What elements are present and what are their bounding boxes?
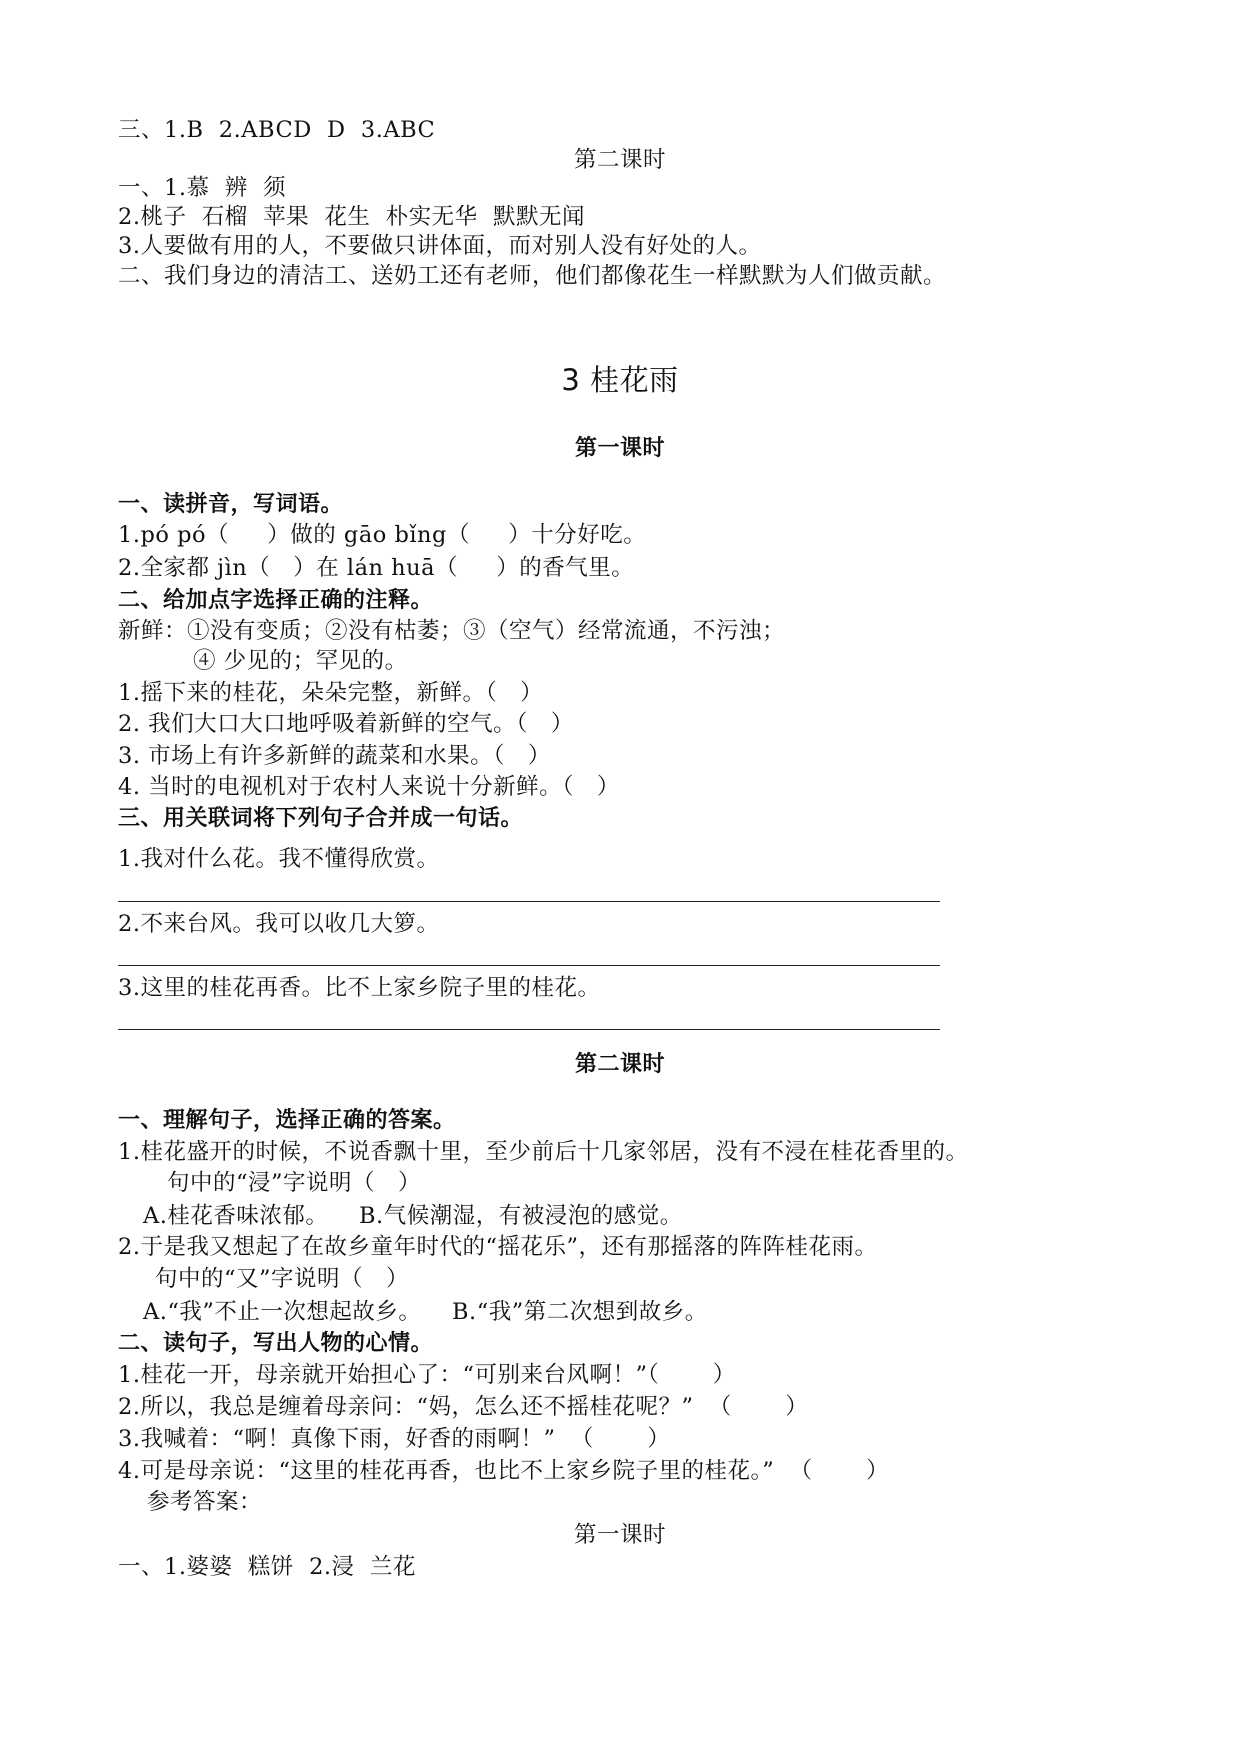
question-item: 1.pó pó（ ）做的 gāo bǐng（ ）十分好吃。 bbox=[118, 522, 647, 548]
answer-line: 一、1.婆婆 糕饼 2.浸 兰花 bbox=[118, 1554, 416, 1580]
answer-options: A.桂花香味浓郁。 B.气候潮湿，有被浸泡的感觉。 bbox=[143, 1203, 683, 1229]
period-heading: 第二课时 bbox=[574, 1052, 665, 1077]
question-item: 3. 市场上有许多新鲜的蔬菜和水果。（ ） bbox=[118, 743, 551, 769]
question-item: 4.可是母亲说：“这里的桂花再香，也比不上家乡院子里的桂花。” （ ） bbox=[118, 1458, 890, 1484]
question-title: 三、用关联词将下列句子合并成一句话。 bbox=[118, 806, 524, 831]
question-item: 3.这里的桂花再香。比不上家乡院子里的桂花。 bbox=[118, 975, 601, 1001]
question-item: 2.不来台风。我可以收几大箩。 bbox=[118, 911, 440, 937]
answer-line: 二、我们身边的清洁工、送奶工还有老师，他们都像花生一样默默为人们做贡献。 bbox=[118, 263, 947, 289]
answers-heading: 参考答案： bbox=[147, 1489, 263, 1515]
question-title: 一、理解句子，选择正确的答案。 bbox=[118, 1108, 456, 1133]
definition-line: 新鲜：①没有变质；②没有枯萎；③（空气）经常流通，不污浊； bbox=[118, 618, 786, 644]
question-item: 3.我喊着：“啊！真像下雨，好香的雨啊！” （ ） bbox=[118, 1426, 671, 1452]
definition-line: ④ 少见的；罕见的。 bbox=[193, 648, 408, 674]
period-heading: 第一课时 bbox=[574, 436, 665, 461]
period-heading: 第一课时 bbox=[573, 1522, 666, 1548]
question-item: 2.于是我又想起了在故乡童年时代的“摇花乐”，还有那摇落的阵阵桂花雨。 bbox=[118, 1234, 878, 1260]
question-item: 1.摇下来的桂花，朵朵完整，新鲜。（ ） bbox=[118, 680, 544, 706]
question-item: 1.桂花一开，母亲就开始担心了：“可别来台风啊！”（ ） bbox=[118, 1362, 736, 1388]
period-heading: 第二课时 bbox=[573, 147, 666, 173]
answer-blank-line bbox=[118, 901, 940, 902]
question-prompt: 句中的“又”字说明（ ） bbox=[155, 1266, 409, 1292]
question-item: 2.所以，我总是缠着母亲问：“妈，怎么还不摇桂花呢？” （ ） bbox=[118, 1394, 809, 1420]
question-item: 1.桂花盛开的时候，不说香飘十里，至少前后十几家邻居，没有不浸在桂花香里的。 bbox=[118, 1139, 969, 1165]
answer-line: 一、1.慕 辨 须 bbox=[118, 175, 287, 201]
answer-blank-line bbox=[118, 965, 940, 966]
answer-line: 三、1.B 2.ABCD D 3.ABC bbox=[118, 117, 436, 143]
question-title: 二、给加点字选择正确的注释。 bbox=[118, 588, 434, 613]
answer-line: 3.人要做有用的人，不要做只讲体面，而对别人没有好处的人。 bbox=[118, 233, 762, 259]
question-item: 1.我对什么花。我不懂得欣赏。 bbox=[118, 846, 440, 872]
question-item: 2.全家都 jìn（ ）在 lán huā（ ）的香气里。 bbox=[118, 555, 635, 581]
question-prompt: 句中的“浸”字说明（ ） bbox=[167, 1170, 421, 1196]
question-item: 2. 我们大口大口地呼吸着新鲜的空气。（ ） bbox=[118, 711, 574, 737]
lesson-title: 3 桂花雨 bbox=[561, 363, 679, 397]
question-title: 一、读拼音，写词语。 bbox=[118, 492, 344, 517]
question-item: 4. 当时的电视机对于农村人来说十分新鲜。（ ） bbox=[118, 774, 620, 800]
answer-blank-line bbox=[118, 1029, 940, 1030]
answer-line: 2.桃子 石榴 苹果 花生 朴实无华 默默无闻 bbox=[118, 204, 585, 230]
answer-options: A.“我”不止一次想起故乡。 B.“我”第二次想到故乡。 bbox=[143, 1299, 708, 1325]
question-title: 二、读句子，写出人物的心情。 bbox=[118, 1331, 434, 1356]
